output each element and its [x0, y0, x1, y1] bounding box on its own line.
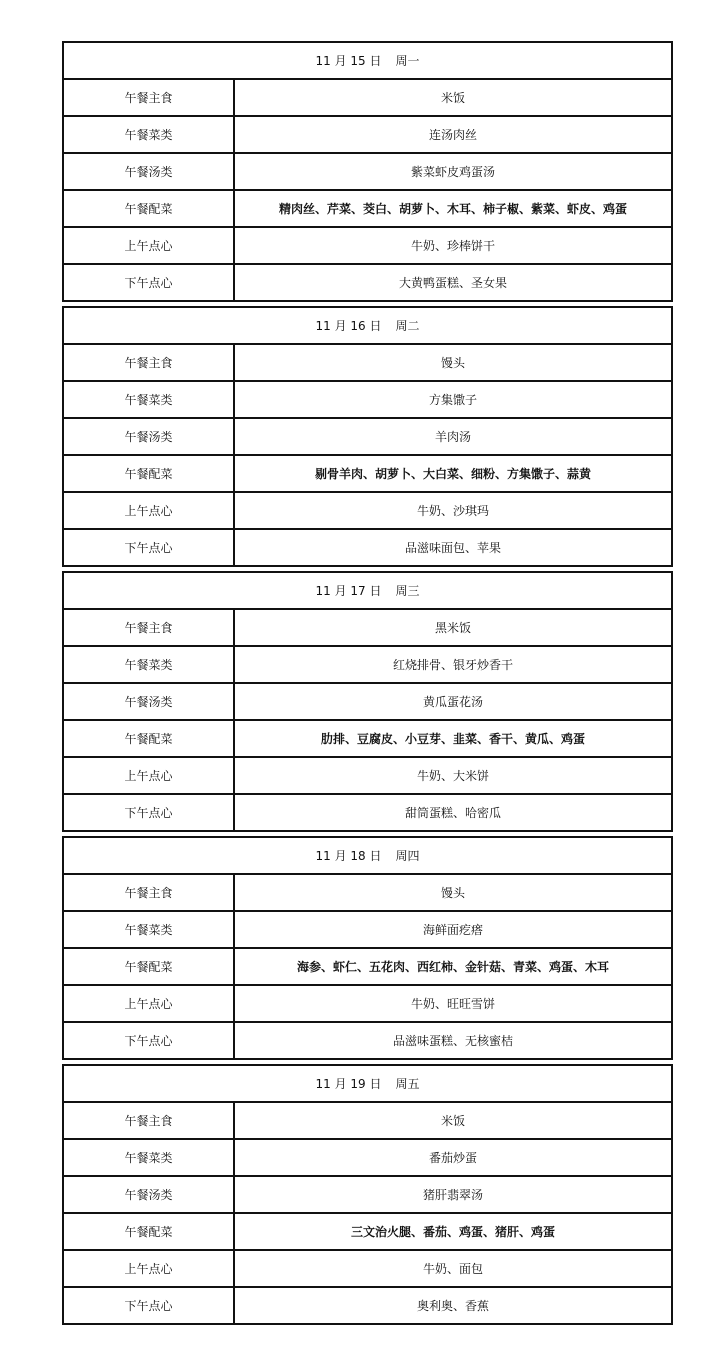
meal-category: 下午点心 [64, 795, 235, 830]
menu-row [64, 1177, 671, 1214]
menu-row [64, 610, 671, 647]
dish-name: 牛奶、旺旺雪饼 [410, 997, 495, 1011]
menu-row [64, 1103, 671, 1140]
menu-row [64, 721, 671, 758]
meal-category: 午餐主食 [64, 875, 235, 910]
meal-category: 午餐汤类 [64, 684, 235, 719]
menu-row [64, 191, 671, 228]
menu-row [64, 647, 671, 684]
dish-name: 番茄炒蛋 [428, 1151, 477, 1165]
dish-name: 牛奶、面包 [422, 1262, 483, 1276]
day-table-wed [62, 571, 673, 832]
meal-category: 下午点心 [64, 265, 235, 300]
meal-category: 下午点心 [64, 1023, 235, 1058]
day-header [64, 838, 671, 875]
day-table-thu [62, 836, 673, 1060]
meal-category: 午餐主食 [64, 1103, 235, 1138]
menu-row [64, 382, 671, 419]
meal-category: 上午点心 [64, 228, 235, 263]
menu-row [64, 758, 671, 795]
day-weekday: 周五 [395, 1077, 420, 1091]
day-date: 11 月 19 日 [315, 1077, 382, 1091]
dish-ingredients: 精肉丝、芹菜、茭白、胡萝卜、木耳、柿子椒、紫菜、虾皮、鸡蛋 [278, 202, 627, 216]
day-date: 11 月 17 日 [315, 584, 382, 598]
dish-name: 黑米饭 [434, 621, 471, 635]
day-date: 11 月 18 日 [315, 849, 382, 863]
menu-row [64, 1140, 671, 1177]
menu-row [64, 912, 671, 949]
menu-row [64, 1214, 671, 1251]
dish-name: 米饭 [440, 91, 465, 105]
dish-name: 牛奶、沙琪玛 [416, 504, 489, 518]
dish-name: 品滋味面包、苹果 [404, 541, 501, 555]
day-weekday: 周四 [395, 849, 420, 863]
meal-category: 午餐主食 [64, 345, 235, 380]
menu-row [64, 1288, 671, 1323]
menu-row [64, 154, 671, 191]
dish-ingredients: 三文治火腿、番茄、鸡蛋、猪肝、鸡蛋 [350, 1225, 555, 1239]
dish-ingredients: 肋排、豆腐皮、小豆芽、韭菜、香干、黄瓜、鸡蛋 [320, 732, 585, 746]
meal-category: 午餐菜类 [64, 912, 235, 947]
day-header [64, 308, 671, 345]
dish-name: 甜筒蛋糕、哈密瓜 [404, 806, 501, 820]
meal-category: 上午点心 [64, 493, 235, 528]
meal-category: 午餐菜类 [64, 382, 235, 417]
day-table-fri [62, 1064, 673, 1325]
menu-row [64, 1251, 671, 1288]
day-weekday: 周三 [395, 584, 420, 598]
day-weekday: 周一 [395, 54, 420, 68]
dish-name: 连汤肉丝 [428, 128, 477, 142]
day-header [64, 573, 671, 610]
menu-row [64, 456, 671, 493]
menu-row [64, 530, 671, 565]
menu-row [64, 80, 671, 117]
menu-row [64, 684, 671, 721]
dish-name: 海鲜面疙瘩 [422, 923, 483, 937]
meal-category: 午餐菜类 [64, 117, 235, 152]
meal-category: 午餐主食 [64, 610, 235, 645]
meal-category: 午餐配菜 [64, 191, 235, 226]
menu-row [64, 493, 671, 530]
meal-category: 下午点心 [64, 1288, 235, 1323]
dish-name: 大黄鸭蛋糕、圣女果 [398, 276, 507, 290]
day-table-mon [62, 41, 673, 302]
day-header [64, 43, 671, 80]
menu-row [64, 419, 671, 456]
dish-name: 馒头 [440, 886, 465, 900]
meal-category: 午餐配菜 [64, 456, 235, 491]
dish-name: 品滋味蛋糕、无核蜜桔 [392, 1034, 513, 1048]
menu-row [64, 986, 671, 1023]
day-table-tue [62, 306, 673, 567]
dish-name: 方集馓子 [428, 393, 477, 407]
menu-row [64, 117, 671, 154]
meal-category: 上午点心 [64, 986, 235, 1021]
meal-category: 上午点心 [64, 1251, 235, 1286]
meal-category: 午餐配菜 [64, 949, 235, 984]
meal-category: 午餐汤类 [64, 419, 235, 454]
meal-category: 午餐配菜 [64, 721, 235, 756]
menu-row [64, 1023, 671, 1058]
menu-row [64, 795, 671, 830]
dish-name: 牛奶、大米饼 [416, 769, 489, 783]
menu-row [64, 228, 671, 265]
dish-name: 黄瓜蛋花汤 [422, 695, 483, 709]
day-header [64, 1066, 671, 1103]
dish-name: 奥利奥、香蕉 [416, 1299, 489, 1313]
meal-category: 午餐配菜 [64, 1214, 235, 1249]
day-date: 11 月 15 日 [315, 54, 382, 68]
dish-name: 红烧排骨、银牙炒香干 [392, 658, 513, 672]
dish-ingredients: 剔骨羊肉、胡萝卜、大白菜、细粉、方集馓子、蒜黄 [314, 467, 591, 481]
meal-category: 上午点心 [64, 758, 235, 793]
meal-category: 午餐汤类 [64, 154, 235, 189]
dish-ingredients: 海参、虾仁、五花肉、西红柿、金针菇、青菜、鸡蛋、木耳 [296, 960, 609, 974]
meal-category: 午餐菜类 [64, 647, 235, 682]
menu-row [64, 949, 671, 986]
dish-name: 米饭 [440, 1114, 465, 1128]
menu-row [64, 875, 671, 912]
menu-row [64, 345, 671, 382]
day-date: 11 月 16 日 [315, 319, 382, 333]
weekly-menu [62, 41, 673, 1329]
dish-name: 羊肉汤 [434, 430, 471, 444]
day-weekday: 周二 [395, 319, 420, 333]
dish-name: 馒头 [440, 356, 465, 370]
meal-category: 下午点心 [64, 530, 235, 565]
menu-row [64, 265, 671, 300]
meal-category: 午餐汤类 [64, 1177, 235, 1212]
meal-category: 午餐主食 [64, 80, 235, 115]
dish-name: 猪肝翡翠汤 [422, 1188, 483, 1202]
dish-name: 紫菜虾皮鸡蛋汤 [410, 165, 495, 179]
dish-name: 牛奶、珍棒饼干 [410, 239, 495, 253]
meal-category: 午餐菜类 [64, 1140, 235, 1175]
